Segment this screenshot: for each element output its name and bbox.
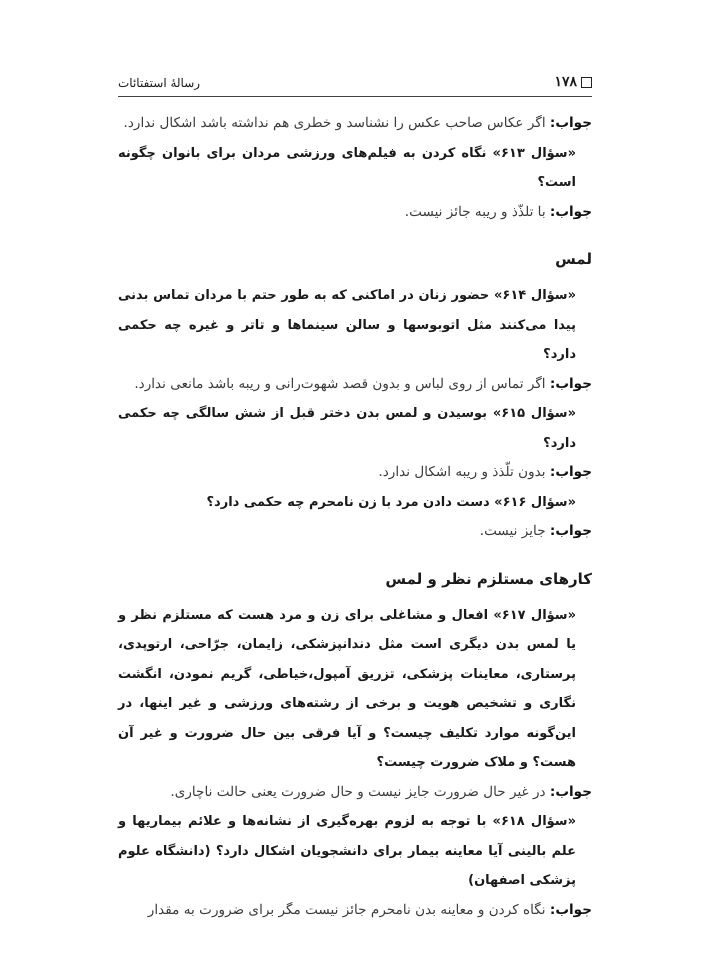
answer-paragraph [118, 370, 592, 400]
answer-paragraph [118, 517, 592, 547]
answer-label: جواب: [549, 783, 592, 800]
question-paragraph: «سؤال ۶۱۵» بوسیدن و لمس بدن دختر قبل از شش سالگی چه حکمی دارد؟ [118, 406, 576, 451]
answer-text: در غیر حال ضرورت جایز نیست و حال ضرورت یعنی حالت ناچاری. [170, 783, 550, 800]
answer-label: جواب: [549, 115, 592, 131]
page-header [118, 72, 592, 97]
answer-text: جایز نیست. [479, 523, 550, 539]
answer-text: نگاه کردن و معاینه بدن نامحرم جائز نیست مگر برای ضرورت به مقدار [147, 901, 550, 918]
page-number-text: ۱۷۸ [554, 74, 577, 90]
section-heading: کارهای مستلزم نظر و لمس [385, 569, 592, 588]
book-page [118, 72, 592, 925]
answer-label: جواب: [549, 523, 592, 539]
answer-label: جواب: [549, 203, 592, 220]
answer-label: جواب: [549, 375, 592, 392]
answer-text: با تلذّذ و ریبه جائز نیست. [404, 203, 550, 220]
page-content [118, 109, 592, 925]
answer-label: جواب: [549, 464, 592, 480]
question-paragraph: «سؤال ۶۱۳» نگاه کردن به فیلم‌های ورزشی مردان برای بانوان چگونه است؟ [118, 145, 576, 190]
square-icon [581, 77, 592, 88]
page-number [554, 74, 592, 90]
section-heading: لمس [555, 250, 592, 268]
answer-text: اگر تماس از روی لباس و بدون قصد شهوت‌رانی و ریبه باشد مانعی ندارد. [134, 375, 550, 392]
question-paragraph: «سؤال ۶۱۸» با توجه به لزوم بهره‌گیری از نشانه‌ها و علائم بیماریها و علم بالینی آیا معاینه بیمار برای دانشجویان اشکال دارد؟ (دانشگاه علوم پزشکی اصفهان) [118, 814, 576, 888]
running-title: رسالهٔ استفتائات [118, 76, 201, 90]
question-paragraph: «سؤال ۶۱۴» حضور زنان در اماکنی که به طور حتم با مردان تماس بدنی پیدا می‌کنند مثل اتوبوسها و سالن سینماها و تاتر و غیره چه حکمی دارد؟ [118, 288, 576, 362]
answer-label: جواب: [549, 901, 592, 918]
answer-paragraph [118, 896, 592, 926]
answer-text: بدون تلّذذ و ریبه اشکال ندارد. [378, 464, 550, 480]
answer-text: اگر عکاس صاحب عکس را نشناسد و خطری هم نداشته باشد اشکال ندارد. [123, 115, 550, 131]
answer-paragraph [118, 458, 592, 488]
answer-paragraph [118, 109, 592, 139]
answer-paragraph [118, 198, 592, 228]
answer-paragraph [118, 778, 592, 808]
question-paragraph: «سؤال ۶۱۶» دست دادن مرد با زن نامحرم چه حکمی دارد؟ [206, 494, 576, 510]
question-paragraph: «سؤال ۶۱۷» افعال و مشاغلی برای زن و مرد هست که مستلزم نظر و یا لمس بدن دیگری است مثل دندانپزشکی، زایمان، جرّاحی، ارتوپدی، پرستاری، معاینات پزشکی، تزریق آمپول،خیاطی، گریم نمودن، انگشت نگاری و تشخیص هویت و برخی از رشته‌های ورزشی و غیر اینها، در این‌گونه موارد تکلیف چیست؟ و آیا فرقی بین حال ضرورت و غیر آن هست؟ و ملاک ضرورت چیست؟ [118, 607, 576, 770]
